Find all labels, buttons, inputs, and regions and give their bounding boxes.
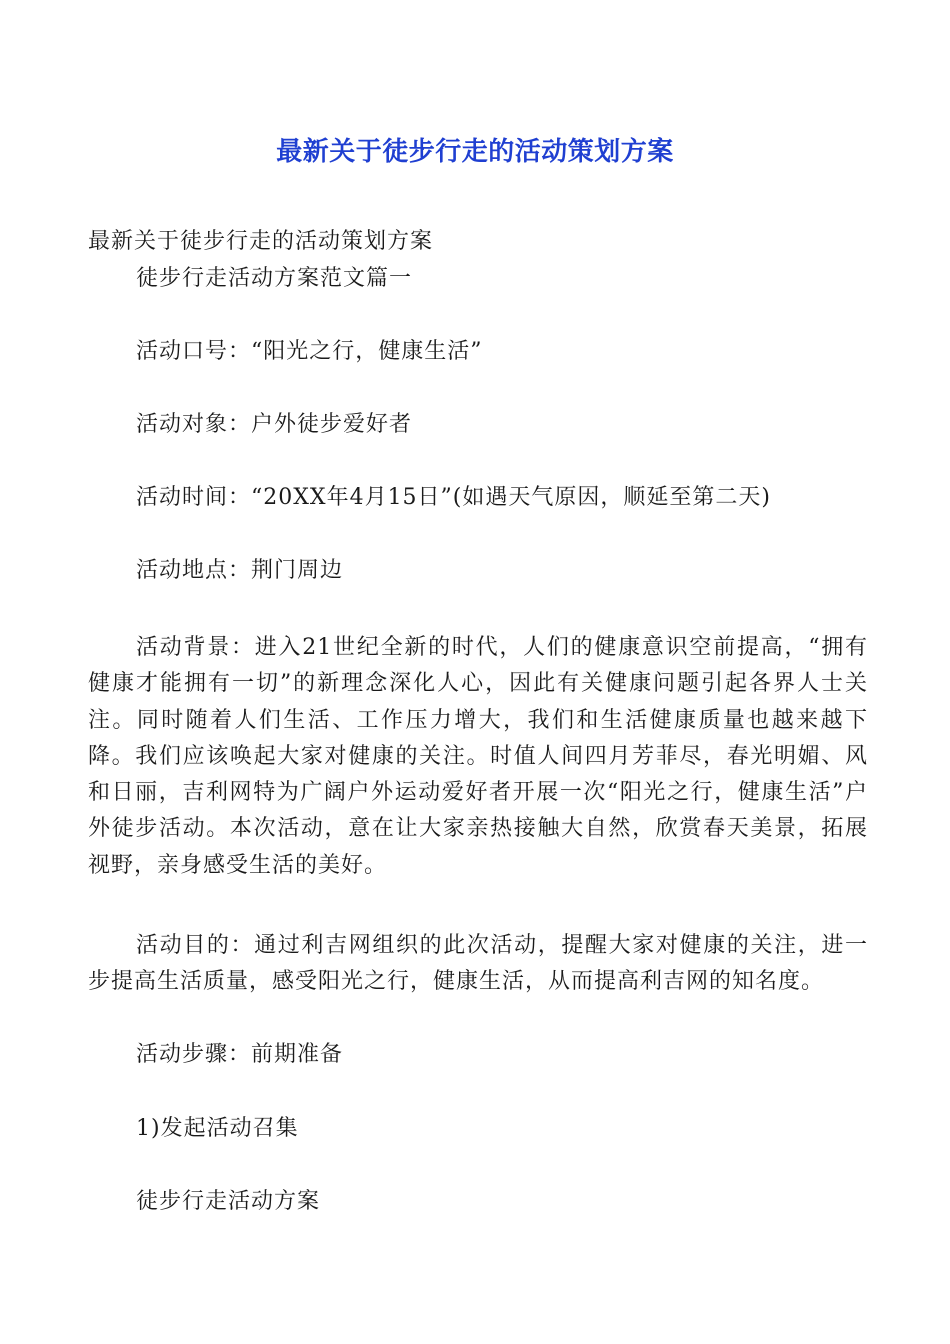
document-subtitle: 最新关于徒步行走的活动策划方案: [88, 229, 434, 254]
activity-purpose: 活动目的：通过利吉网组织的此次活动，提醒大家对健康的关注，进一步提高生活质量，感受阳光之行，健康生活，从而提高利吉网的知名度。: [88, 933, 868, 995]
activity-background: 活动背景：进入21世纪全新的时代，人们的健康意识空前提高，“拥有健康才能拥有一切”的新理念深化人心，因此有关健康问题引起各界人士关注。同时随着人们生活、工作压力增大，我们和生活健康质量也越来越下降。我们应该唤起大家对健康的关注。时值人间四月芳菲尽，春光明媚、风和日丽，吉利网特为广阔户外运动爱好者开展一次“阳光之行，健康生活”户外徒步活动。本次活动，意在让大家亲热接触大自然，欣赏春天美景，拓展视野，亲身感受生活的美好。: [88, 635, 868, 878]
document-title: 最新关于徒步行走的活动策划方案: [276, 137, 674, 167]
activity-time: 活动时间：“20XX年4月15日”(如遇天气原因，顺延至第二天): [136, 485, 771, 510]
activity-slogan: 活动口号：“阳光之行，健康生活”: [136, 339, 483, 364]
activity-steps: 活动步骤：前期准备: [136, 1042, 344, 1067]
activity-audience: 活动对象：户外徒步爱好者: [136, 412, 413, 437]
section-heading: 徒步行走活动方案范文篇一: [136, 266, 413, 291]
closing-heading: 徒步行走活动方案: [136, 1189, 321, 1214]
activity-location: 活动地点：荆门周边: [136, 558, 344, 583]
step-one: 1)发起活动召集: [136, 1116, 299, 1141]
